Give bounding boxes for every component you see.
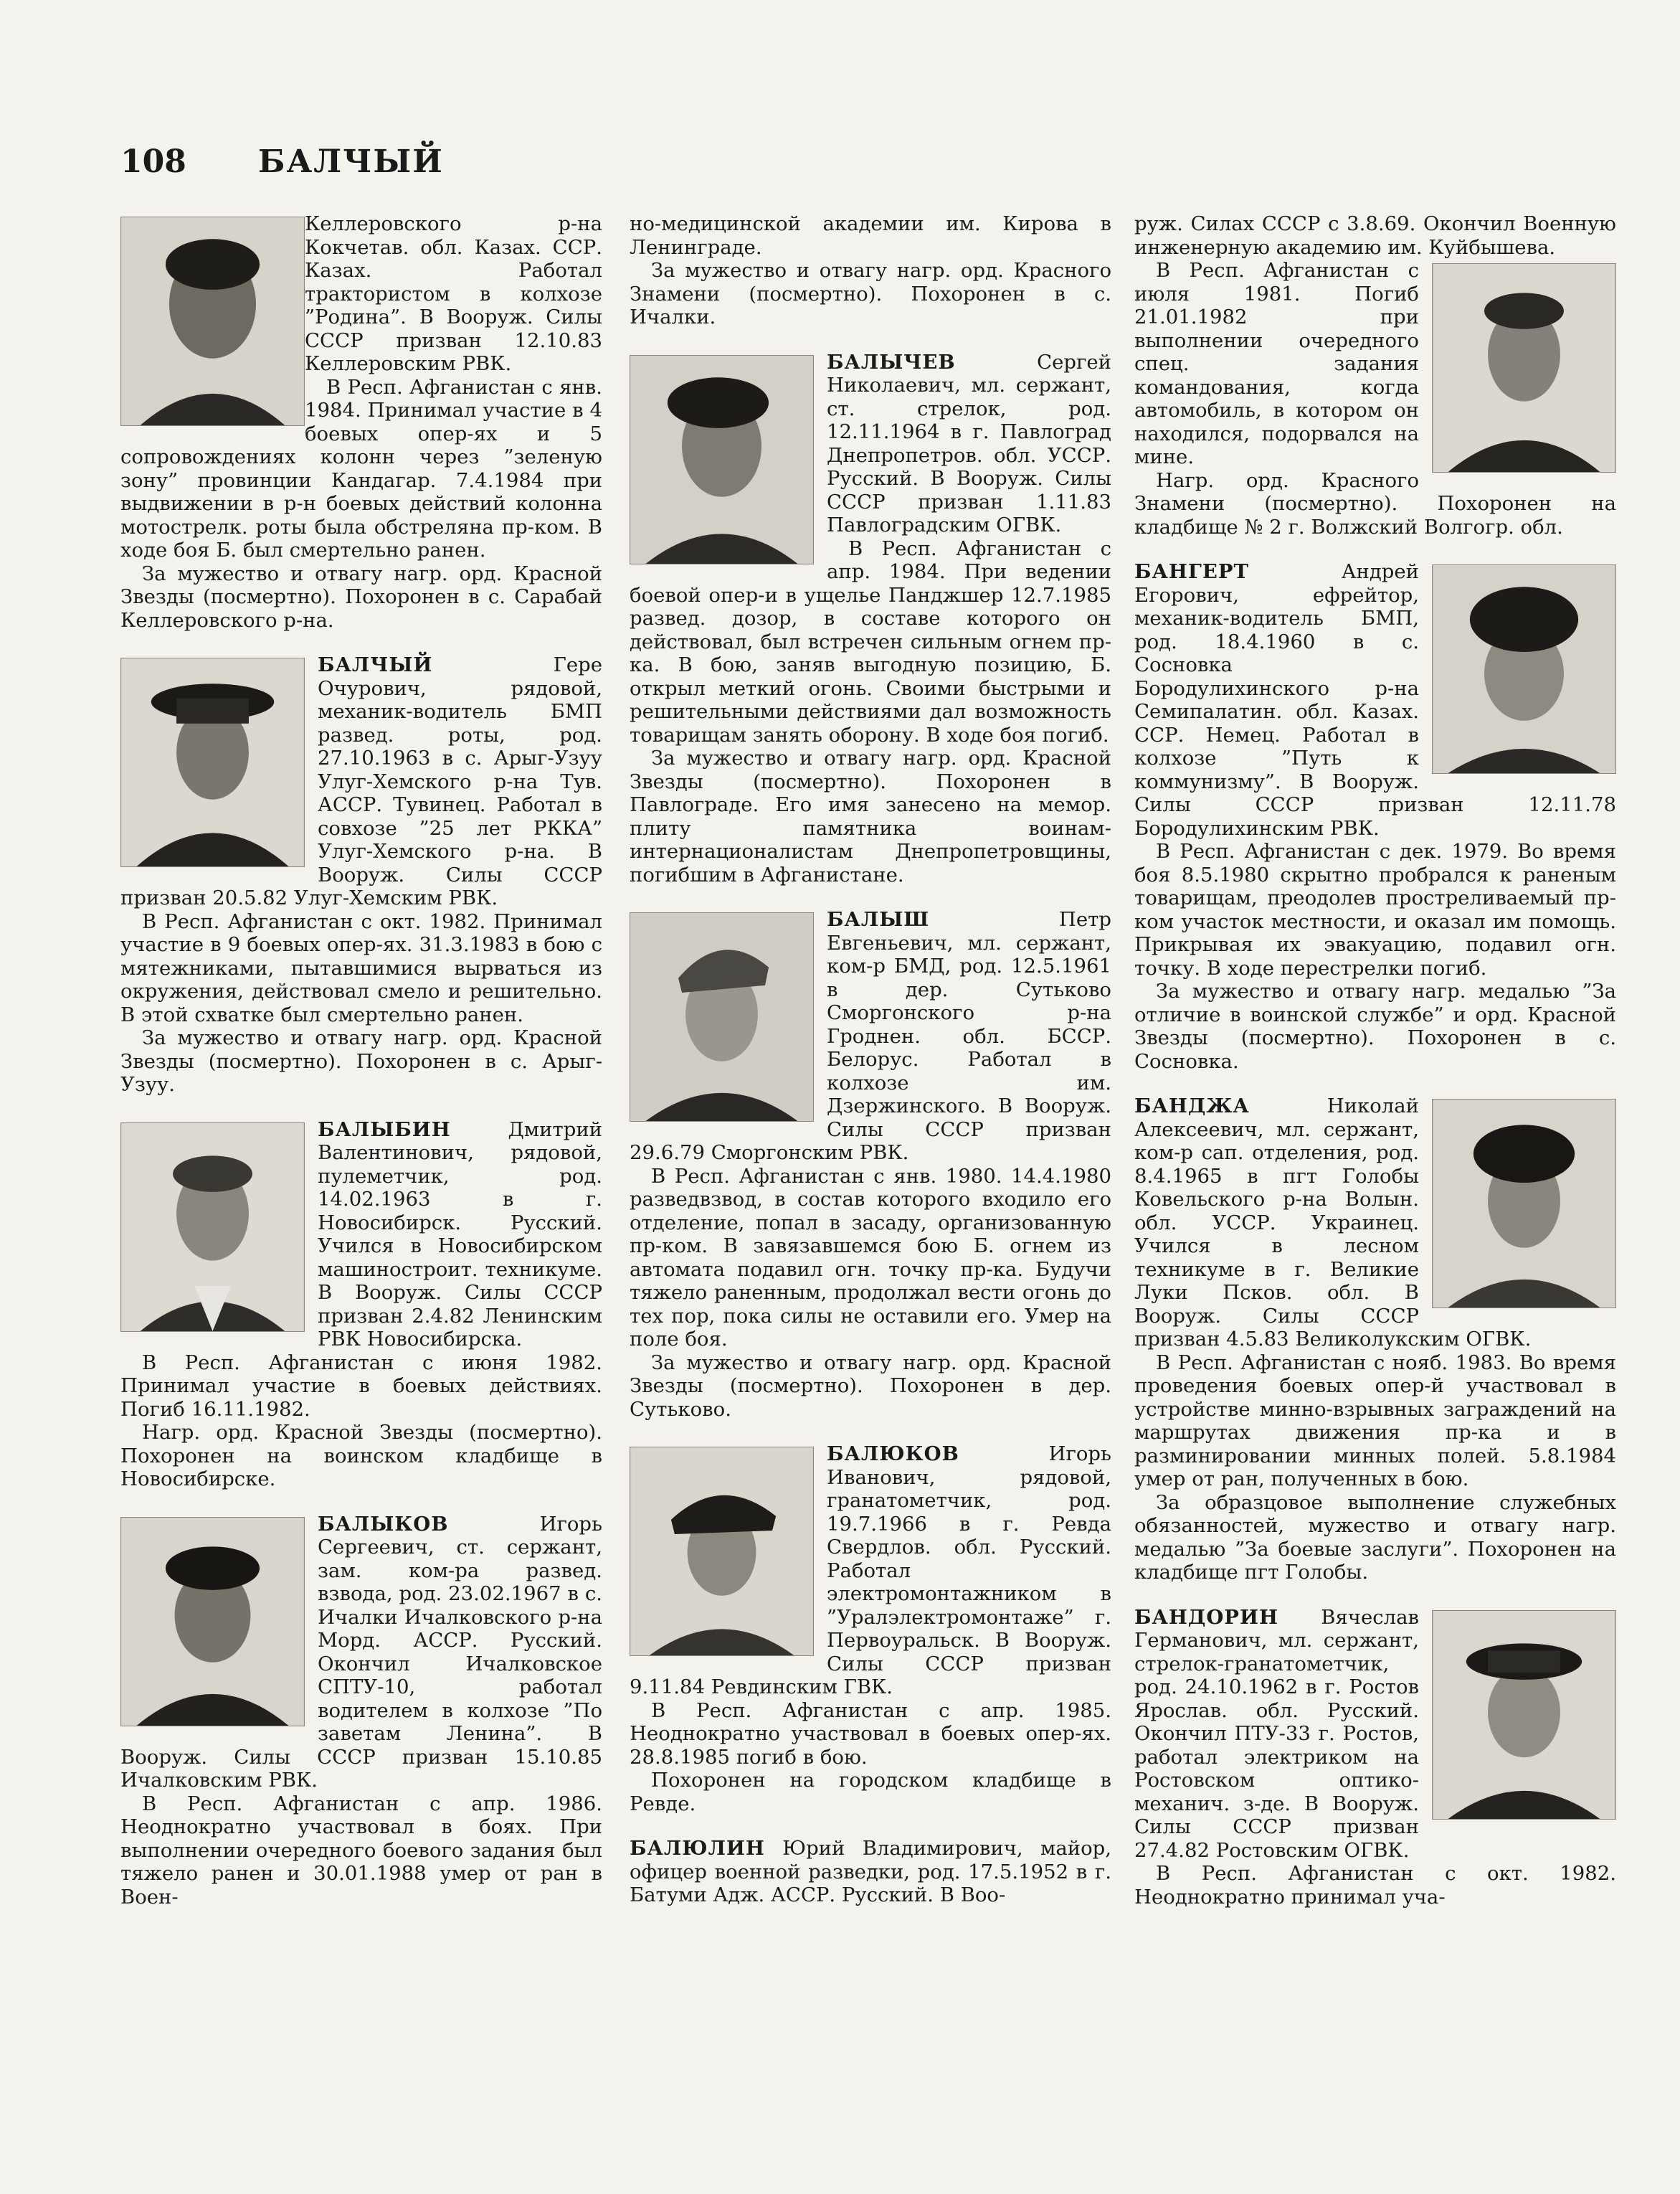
portrait-icon	[630, 1447, 813, 1655]
entry-text: Игорь Сергеевич, ст. сержант, зам. ком-ра развед. взвода, род. 23.02.1967 в с. Ичалки Ичалковского р-на Морд. АССР. Русский. Окончил Ичалковское СПТУ-10, работал водителем в колхозе ”По заветам Ленина”. В Вооруж. Силы СССР призван 15.10.85 Ичалковским РВК.	[120, 1512, 602, 1792]
entry-balyulin	[630, 1837, 1111, 1907]
portrait-photo	[630, 1447, 814, 1656]
portrait-icon	[1433, 565, 1615, 773]
entry-paragraph: За мужество и отвагу нагр. орд. Красной Звезды (посмертно). Похоронен в с. Сарабай Келлеровского р-на.	[120, 562, 602, 632]
entry-paragraph: В Респ. Афганистан с дек. 1979. Во время боя 8.5.1980 скрытно пробрался к раненым товарищам, преодолев простреливаемый пр-ком участок местности, и оказал им помощь. Прикрывая их эвакуацию, подавил огн. точку. В ходе перестрелки погиб.	[1134, 840, 1616, 980]
entry-continued-2	[630, 212, 1111, 329]
entry-name: БАНГЕРТ	[1134, 560, 1249, 583]
entry-balychev	[630, 351, 1111, 887]
entry-paragraph: В Респ. Афганистан с апр. 1986. Неоднократно участвовал в боях. При выполнении очередного боевого задания был тяжело ранен и 30.01.1988 умер от ран в Воен-	[120, 1792, 602, 1909]
entry-balyukov	[630, 1442, 1111, 1815]
portrait-icon	[121, 658, 304, 866]
entry-paragraph: За мужество и отвагу нагр. орд. Красной Звезды (посмертно). Похоронен в дер. Сутьково.	[630, 1351, 1111, 1421]
entry-name: БАЛЫБИН	[318, 1117, 451, 1141]
portrait-icon	[121, 217, 304, 425]
entry-text: Вячеслав Германович, мл. сержант, стрелок-гранатометчик, род. 24.10.1962 в г. Ростов Ярослав. обл. Русский. Окончил ПТУ-33 г. Ростов, работал электриком на Ростовском оптико-механич. з-де. В Вооруж. Силы СССР призван 27.4.82 Ростовским ОГВК.	[1134, 1605, 1419, 1862]
entry-paragraph: В Респ. Афганистан с янв. 1980. 14.4.1980 разведвзвод, в состав которого входило его отделение, попал в засаду, организованную пр-ком. В завязавшемся бою Б. огнем из автомата подавил огн. точку пр-ка. Будучи тяжело раненным, продолжал вести огонь до тех пор, пока силы не оставили его. Умер на поле боя.	[630, 1164, 1111, 1351]
page-header	[120, 143, 444, 186]
entry-paragraph: В Респ. Афганистан с июня 1982. Принимал участие в боевых действиях. Погиб 16.11.1982.	[120, 1351, 602, 1421]
column-2	[630, 212, 1111, 2149]
portrait-photo	[630, 355, 814, 564]
entry-paragraph: За мужество и отвагу нагр. орд. Красного Знамени (посмертно). Похоронен в с. Ичалки.	[630, 259, 1111, 328]
entry-balybin	[120, 1118, 602, 1491]
entry-balysh	[630, 908, 1111, 1421]
entry-name: БАЛЫШ	[827, 908, 930, 931]
entry-text: Николай Алексеевич, мл. сержант, ком-р сап. отделения, род. 8.4.1965 в пгт Голобы Ковельского р-на Волын. обл. УССР. Украинец. Учился в лесном техникуме в г. Великие Луки Псков. обл. В Вооруж. Силы СССР призван 4.5.83 Великолукским ОГВК.	[1134, 1094, 1532, 1351]
entry-paragraph: За мужество и отвагу нагр. орд. Красной Звезды (посмертно). Похоронен в с. Арыг-Узуу.	[120, 1026, 602, 1096]
entry-name: БАЛЮЛИН	[630, 1837, 765, 1860]
entry-paragraph: Нагр. орд. Красного Знамени (посмертно). Похоронен на кладбище № 2 г. Волжский Волгогр. обл.	[1134, 468, 1616, 539]
entry-text: Гере Очурович, рядовой, механик-водитель БМП развед. роты, род. 27.10.1963 в с. Арыг-Узуу Улуг-Хемского р-на Тув. АССР. Тувинец. Работал в совхозе ”25 лет РККА” Улуг-Хемского р-на. В Вооруж. Силы СССР призван 20.5.82 Улуг-Хемским РВК.	[120, 653, 602, 909]
portrait-photo	[1432, 1099, 1616, 1308]
entry-text: Дмитрий Валентинович, рядовой, пулеметчик, род. 14.02.1963 в г. Новосибирск. Русский. Учился в Новосибирском машиностроит. техникуме. В Вооруж. Силы СССР призван 2.4.82 Ленинским РВК Новосибирска.	[318, 1117, 602, 1351]
page-number: 108	[120, 143, 186, 180]
entry-text: Игорь Иванович, рядовой, гранатометчик, род. 19.7.1966 в г. Ревда Свердлов. обл. Русский. Работал электромонтажником в ”Уралэлектромонтаже” г. Первоуральск. В Вооруж. Силы СССР призван 9.11.84 Ревдинским ГВК.	[630, 1442, 1111, 1698]
entry-paragraph: Нагр. орд. Красной Звезды (посмертно). Похоронен на воинском кладбище в Новосибирске.	[120, 1421, 602, 1490]
portrait-photo	[120, 1122, 305, 1332]
entry-bandzha	[1134, 1094, 1616, 1584]
entry-paragraph: В Респ. Афганистан с нояб. 1983. Во время проведения боевых опер-й участвовал в устройстве минно-взрывных заграждений на маршрутах движения пр-ка и в разминировании минных полей. 5.8.1984 умер от ран, полученных в бою.	[1134, 1351, 1616, 1490]
portrait-photo	[120, 1517, 305, 1726]
entry-paragraph: В Респ. Афганистан с апр. 1985. Неоднократно участвовал в боевых опер-ях. 28.8.1985 погиб в бою.	[630, 1698, 1111, 1769]
running-head: БАЛЧЫЙ	[257, 143, 444, 180]
column-1	[120, 212, 602, 2149]
entry-balykov	[120, 1513, 602, 1909]
entry-bangert	[1134, 560, 1616, 1073]
portrait-icon	[121, 1123, 304, 1331]
entry-continued-1	[120, 212, 602, 632]
entry-paragraph: В Респ. Афганистан с янв. 1984. Принимал участие в 4 боевых опер-ях и 5 сопровождениях колонн через ”зеленую зону” провинции Кандагар. 7.4.1984 при выдвижении в р-н боевых действий колонна мотострелк. роты была обстреляна пр-ком. В ходе боя Б. был смертельно ранен.	[120, 375, 602, 562]
entry-paragraph: В Респ. Афганистан с окт. 1982. Принимал участие в 9 боевых опер-ях. 31.3.1983 в бою с мятежниками, пытавшимися вырваться из окружения, действовал смело и решительно. В этой схватке был смертельно ранен.	[120, 909, 602, 1026]
entry-name: БАЛЧЫЙ	[318, 653, 433, 676]
portrait-photo	[1432, 263, 1616, 473]
entry-paragraph: За мужество и отвагу нагр. медалью ”За отличие в воинской службе” и орд. Красной Звезды (посмертно). Похоронен в с. Сосновка.	[1134, 980, 1616, 1073]
entry-text: Юрий Владимирович, майор, офицер военной разведки, род. 17.5.1952 в г. Батуми Адж. АССР. Русский. В Воо-	[630, 1837, 1111, 1906]
portrait-icon	[1433, 1611, 1615, 1819]
portrait-icon	[630, 356, 813, 564]
entry-name: БАНДОРИН	[1134, 1605, 1278, 1629]
entry-text: Петр Евгеньевич, мл. сержант, ком-р БМД, род. 12.5.1961 в дер. Сутьково Сморгонского р-на Гроднен. обл. БССР. Белорус. Работал в колхозе им. Дзержинского. В Вооруж. Силы СССР призван 29.6.79 Сморгонским РВК.	[630, 908, 1111, 1164]
portrait-photo	[1432, 564, 1616, 774]
portrait-icon	[1433, 264, 1615, 472]
portrait-photo	[120, 658, 305, 867]
portrait-icon	[630, 913, 813, 1121]
entry-paragraph: В Респ. Афганистан с апр. 1984. При ведении боевой опер-и в ущелье Панджшер 12.7.1985 развед. дозор, в составе которого он действовал, был встречен сильным огнем пр-ка. В бою, заняв выгодную позицию, Б. открыл меткий огонь. Своими быстрыми и решительными действиями дал возможность товарищам занять оборону. В ходе боя погиб.	[630, 536, 1111, 747]
entry-name: БАНДЖА	[1134, 1094, 1250, 1117]
entry-paragraph: В Респ. Афганистан с окт. 1982. Неоднократно принимал уча-	[1134, 1862, 1616, 1909]
portrait-icon	[1433, 1100, 1615, 1308]
entry-text: Келлеровского р-на Кокчетав. обл. Казах. ССР. Казах. Работал трактористом в колхозе ”Родина”. В Вооруж. Силы СССР призван 12.10.83 Келлеровским РВК.	[305, 212, 602, 375]
portrait-photo	[120, 217, 305, 426]
entry-text: руж. Силах СССР с 3.8.69. Окончил Военную инженерную академию им. Куйбышева.	[1134, 212, 1616, 259]
entry-text: Андрей Егорович, ефрейтор, механик-водитель БМП, род. 18.4.1960 в с. Сосновка Бородулихинского р-на Семипалатин. обл. Казах. ССР. Немец. Работал в колхозе ”Путь к коммунизму”. В Вооруж. Силы СССР призван 12.11.78 Бородулихинским РВК.	[1134, 560, 1616, 840]
entry-paragraph: За образцовое выполнение служебных обязанностей, мужество и отвагу нагр. медалью ”За боевые заслуги”. Похоронен на кладбище пгт Голобы.	[1134, 1490, 1616, 1584]
portrait-photo	[1432, 1610, 1616, 1820]
entry-paragraph: Похоронен на городском кладбище в Ревде.	[630, 1769, 1111, 1815]
entry-paragraph: За мужество и отвагу нагр. орд. Красной Звезды (посмертно). Похоронен в Павлограде. Его имя занесено на мемор. плиту памятника воинам-интернационалистам Днепропетровщины, погибшим в Афганистане.	[630, 747, 1111, 886]
portrait-icon	[121, 1518, 304, 1726]
entry-name: БАЛЫКОВ	[318, 1512, 449, 1536]
entry-continued-3	[1134, 212, 1616, 539]
entry-paragraph: В Респ. Афганистан с июля 1981. Погиб 21.01.1982 при выполнении очередного спец. задания командования, когда автомобиль, в котором он находился, подорвался на мине.	[1134, 259, 1419, 468]
entry-name: БАЛЫЧЕВ	[827, 350, 956, 374]
entry-name: БАЛЮКОВ	[827, 1442, 959, 1465]
entry-text: но-медицинской академии им. Кирова в Ленинграде.	[630, 212, 1111, 259]
entry-text: Сергей Николаевич, мл. сержант, ст. стрелок, род. 12.11.1964 в г. Павлоград Днепропетров. обл. УССР. Русский. В Вооруж. Силы СССР призван 1.11.83 Павлоградским ОГВК.	[827, 350, 1111, 536]
portrait-photo	[630, 912, 814, 1122]
entry-balchyi	[120, 653, 602, 1097]
entry-bandorin	[1134, 1606, 1616, 1909]
column-3	[1134, 212, 1616, 2149]
